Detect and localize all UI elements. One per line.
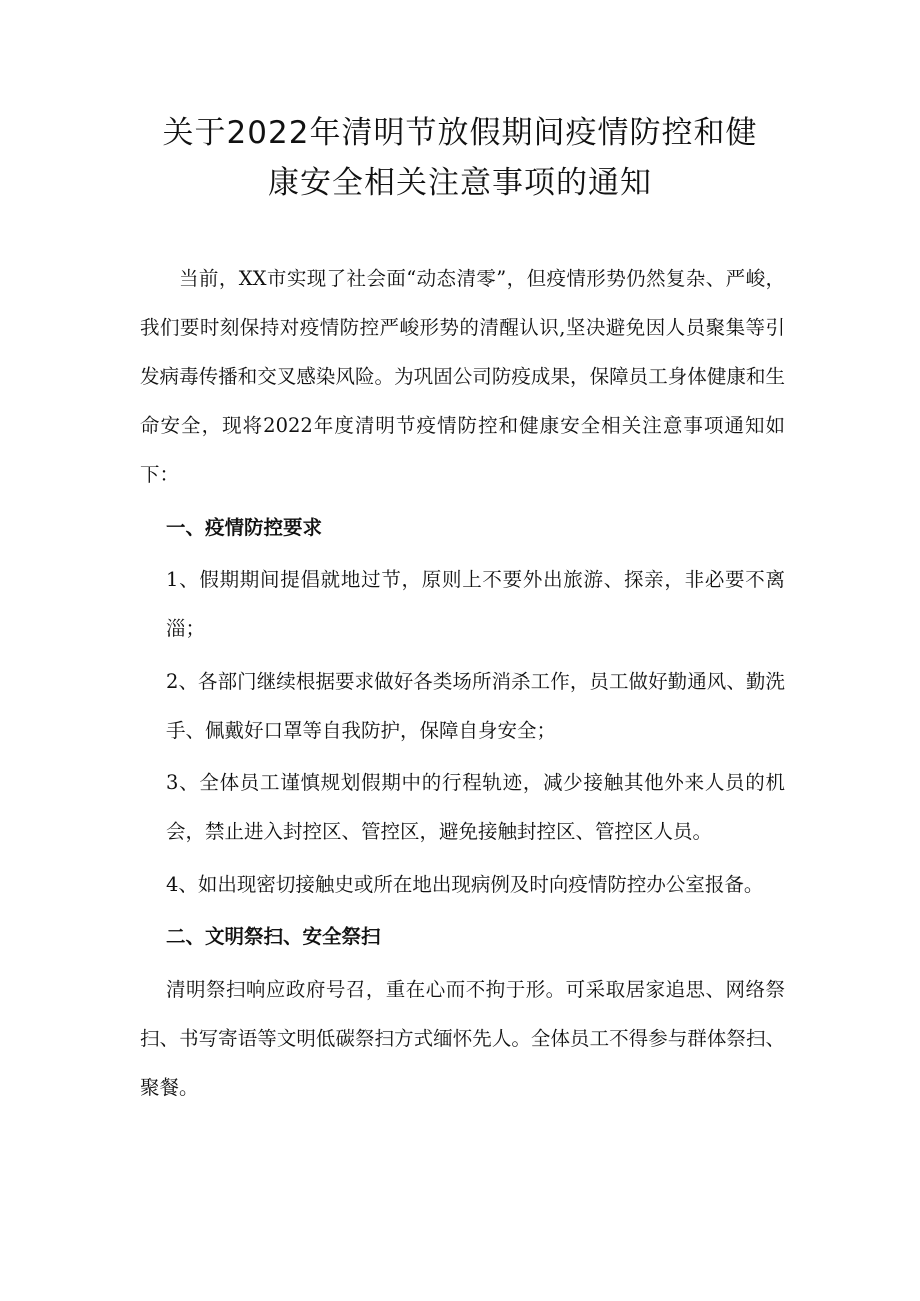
section-1-item: 1、假期期间提倡就地过节，原则上不要外出旅游、探亲，非必要不离淄；: [166, 568, 785, 640]
section-1-heading: 一、疫情防控要求: [166, 515, 323, 539]
section-2-paragraph: 清明祭扫响应政府号召，重在心而不拘于形。可采取居家追思、网络祭扫、书写寄语等文明低碳祭扫方式缅怀先人。全体员工不得参与群体祭扫、聚餐。: [140, 977, 785, 1099]
intro-paragraph: 当前，XX市实现了社会面“动态清零”，但疫情形势仍然复杂、严峻，我们要时刻保持对疫情防控严峻形势的清醒认识,坚决避免因人员聚集等引发病毒传播和交叉感染风险。为巩固公司防疫成果，保障员工身体健康和生命安全，现将2022年度清明节疫情防控和健康安全相关注意事项通知如下：: [140, 267, 785, 486]
section-1-item: 3、全体员工谨慎规划假期中的行程轨迹，减少接触其他外来人员的机会，禁止进入封控区、管控区，避免接触封控区、管控区人员。: [166, 771, 785, 843]
section-1-item: 4、如出现密切接触史或所在地出现病例及时向疫情防控办公室报备。: [166, 872, 764, 896]
title-line-1: 关于2022年清明节放假期间疫情防控和健: [162, 115, 758, 151]
section-2-heading: 二、文明祭扫、安全祭扫: [166, 925, 381, 948]
section-1-item: 2、各部门继续根据要求做好各类场所消杀工作，员工做好勤通风、勤洗手、佩戴好口罩等自我防护，保障自身安全；: [166, 669, 785, 742]
document-title: [60, 108, 860, 208]
title-line-2: 康安全相关注意事项的通知: [268, 165, 652, 201]
document-body: [140, 254, 785, 1115]
